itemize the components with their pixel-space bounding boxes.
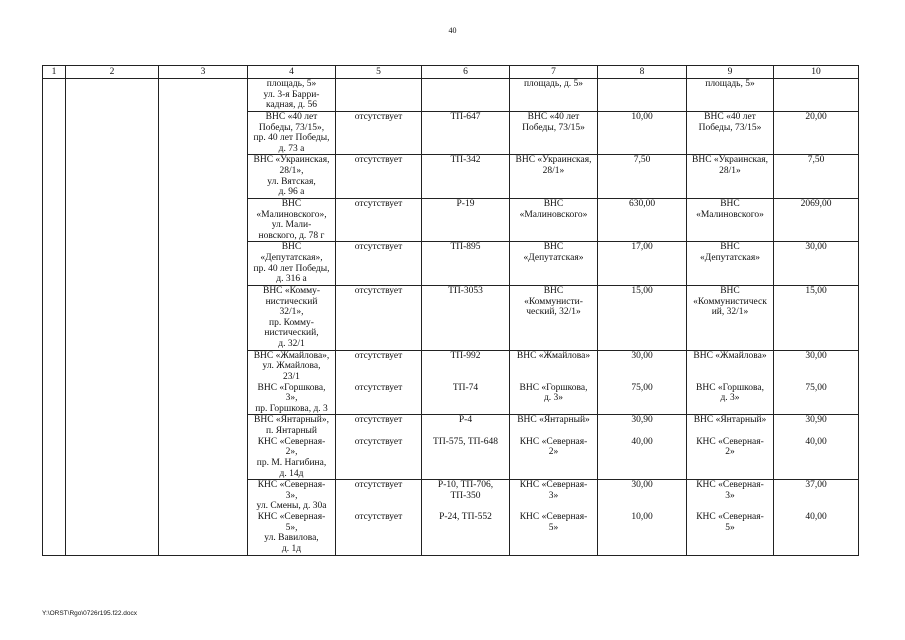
ownership-cell (336, 285, 422, 350)
facility-cell (687, 79, 774, 112)
cell-text-line: «Депутатская» (700, 253, 760, 263)
table-row (43, 198, 859, 242)
cell-text-line: «Депутатская» (523, 253, 584, 263)
cell-text-line: д. 96 а (278, 187, 305, 198)
cell-text-line: 15,00 (805, 285, 827, 296)
column-header: 1 (43, 66, 66, 79)
feeder-cell (422, 350, 510, 382)
cell-text-line: пр. Комму- (269, 317, 314, 328)
cell-text-line: «Малиновского» (519, 209, 588, 220)
facility-cell (510, 79, 598, 112)
load-cell (598, 155, 687, 199)
ownership-cell (336, 437, 422, 480)
ownership-cell (336, 242, 422, 286)
cell-text-line: пр. Горшкова, д. 3 (255, 403, 328, 414)
cell-text-line: Победы, 73/15» (522, 122, 585, 133)
object-name-cell (248, 155, 336, 199)
table-row (43, 383, 859, 415)
table-row (43, 79, 859, 112)
facility-cell (687, 242, 774, 286)
cell-text-line: отсутствует (354, 382, 403, 393)
capacity-cell (774, 437, 859, 480)
cell-text-line: ВНС «Украинская, (692, 155, 768, 166)
capacity-cell (774, 350, 859, 382)
cell-text-line: д. 14д (279, 468, 304, 479)
object-name-cell (248, 79, 336, 112)
feeder-cell (422, 111, 510, 155)
table-body (43, 79, 859, 556)
merged-column-cell (43, 480, 66, 512)
cell-text-line: нистический, (264, 328, 319, 339)
cell-text-line: ТП-350 (450, 490, 481, 501)
cell-text-line: ВНС (543, 242, 564, 253)
cell-text-line: 28/1» (542, 166, 565, 176)
cell-text-line: 30,90 (805, 415, 827, 426)
cell-text-line: пр. М. Нагибина, (256, 457, 327, 468)
feeder-cell (422, 155, 510, 199)
ownership-cell (336, 415, 422, 437)
table-row (43, 350, 859, 382)
cell-text-line: КНС «Северная- (519, 436, 588, 447)
cell-text-line: 5» (548, 522, 559, 533)
merged-column-cell (159, 480, 248, 512)
feeder-cell (422, 480, 510, 512)
feeder-cell (422, 242, 510, 286)
load-cell (598, 383, 687, 415)
cell-text-line: ТП-575, ТП-648 (433, 436, 498, 447)
page-number: 40 (448, 26, 457, 35)
capacity-cell (774, 285, 859, 350)
cell-text-line: 28/1» (719, 166, 741, 176)
cell-text-line: отсутствует (354, 436, 403, 447)
cell-text-line: ВНС (543, 198, 564, 209)
cell-text-line: отсутствует (354, 512, 403, 522)
cell-text-line: 7,50 (633, 155, 651, 166)
cell-text-line: ул. Мали- (271, 220, 312, 231)
cell-text-line: 3», (285, 393, 298, 404)
cell-text-line: отсутствует (354, 111, 403, 122)
ownership-cell (336, 480, 422, 512)
table-row (43, 480, 859, 512)
facility-cell (510, 350, 598, 382)
cell-text-line: ВНС «40 лет (704, 111, 756, 122)
ownership-cell (336, 512, 422, 555)
cell-text-line: ВНС (720, 198, 740, 209)
cell-text-line: ВНС «Горшкова, (696, 382, 764, 393)
cell-text-line: 30,00 (631, 480, 653, 491)
merged-column-cell (43, 512, 66, 555)
cell-text-line: ТП-74 (452, 382, 479, 393)
cell-text-line: ТП-3053 (448, 285, 483, 296)
cell-text-line: 40,00 (805, 436, 827, 447)
merged-column-cell (159, 242, 248, 286)
cell-text-line: ТП-895 (450, 242, 481, 253)
feeder-cell (422, 512, 510, 555)
capacity-cell (774, 242, 859, 286)
cell-text-line: д. 316 а (276, 274, 307, 285)
feeder-cell (422, 415, 510, 437)
merged-column-cell (43, 242, 66, 286)
cell-text-line: Р-24, ТП-552 (439, 512, 492, 522)
cell-text-line: 10,00 (631, 111, 653, 122)
merged-column-cell (43, 285, 66, 350)
cell-text-line: д. 32/1 (278, 339, 305, 349)
cell-text-line: 37,00 (805, 480, 827, 491)
ownership-cell (336, 111, 422, 155)
cell-text-line: ТП-647 (450, 111, 481, 122)
merged-column-cell (43, 437, 66, 480)
cell-text-line: КНС «Северная- (257, 436, 326, 447)
cell-text-line: КНС «Северная- (696, 480, 764, 491)
column-header: 5 (336, 66, 422, 79)
ownership-cell (336, 383, 422, 415)
facility-cell (687, 111, 774, 155)
merged-column-cell (66, 155, 159, 199)
cell-text-line: «Депутатская», (260, 253, 323, 263)
merged-column-cell (66, 242, 159, 286)
cell-text-line: 30,00 (805, 242, 827, 253)
cell-text-line: ВНС (543, 285, 564, 296)
feeder-cell (422, 198, 510, 242)
cell-text-line: ВНС «Горшкова, (257, 382, 326, 393)
cell-text-line: КНС «Северная- (257, 480, 326, 491)
merged-column-cell (66, 415, 159, 437)
merged-column-cell (66, 350, 159, 382)
cell-text-line: ВНС «40 лет (265, 111, 318, 122)
load-cell (598, 242, 687, 286)
merged-column-cell (159, 155, 248, 199)
facility-cell (510, 198, 598, 242)
table-row (43, 111, 859, 155)
cell-text-line: 2», (285, 447, 298, 458)
cell-text-line: 23/1 (283, 371, 300, 382)
cell-text-line: 17,00 (631, 242, 653, 253)
cell-text-line: ТП-992 (450, 350, 481, 361)
column-header: 4 (248, 66, 336, 79)
cell-text-line: отсутствует (354, 480, 403, 491)
cell-text-line: ул. Жмайлова, (262, 361, 321, 372)
merged-column-cell (159, 415, 248, 437)
facility-cell (510, 155, 598, 199)
merged-column-cell (159, 512, 248, 555)
cell-text-line: 7,50 (807, 155, 825, 166)
facility-cell (687, 480, 774, 512)
cell-text-line: ТП-342 (450, 155, 481, 166)
cell-text-line: ул. 3-я Барри- (263, 89, 320, 100)
table-row (43, 512, 859, 555)
cell-text-line: КНС «Северная- (519, 480, 588, 491)
feeder-cell (422, 437, 510, 480)
facility-cell (510, 415, 598, 437)
feeder-cell (422, 383, 510, 415)
merged-column-cell (66, 79, 159, 112)
cell-text-line: 30,00 (631, 350, 653, 361)
cell-text-line: ВНС «Янтарный», (254, 415, 329, 426)
cell-text-line: 3» (725, 490, 735, 501)
cell-text-line: 2» (548, 447, 559, 458)
facility-cell (687, 155, 774, 199)
merged-column-cell (159, 111, 248, 155)
cell-text-line: 30,00 (805, 350, 827, 361)
facility-cell (510, 383, 598, 415)
column-header: 2 (66, 66, 159, 79)
load-cell (598, 79, 687, 112)
cell-text-line: Победы, 73/15» (698, 122, 762, 133)
cell-text-line: 10,00 (631, 512, 653, 522)
merged-column-cell (43, 383, 66, 415)
table-row (43, 285, 859, 350)
cell-text-line: ВНС «Жмайлова» (516, 350, 591, 361)
cell-text-line: Р-10, ТП-706, (437, 480, 494, 491)
ownership-cell (336, 155, 422, 199)
cell-text-line: «Малиновского» (696, 209, 764, 220)
object-name-cell (248, 198, 336, 242)
object-name-cell (248, 512, 336, 555)
capacity-cell (774, 415, 859, 437)
load-cell (598, 437, 687, 480)
cell-text-line: ческий, 32/1» (526, 307, 581, 318)
cell-text-line: ВНС «Жмайлова», (253, 350, 330, 361)
cell-text-line: ВНС (281, 198, 302, 209)
cell-text-line: 75,00 (805, 382, 827, 393)
load-cell (598, 480, 687, 512)
cell-text-line: Р-4 (458, 415, 473, 426)
cell-text-line: Победы, 73/15», (258, 122, 325, 133)
object-name-cell (248, 242, 336, 286)
merged-column-cell (159, 198, 248, 242)
cell-text-line: КНС «Северная- (696, 512, 764, 522)
cell-text-line: 5» (725, 522, 735, 533)
cell-text-line: д. 73 а (278, 143, 305, 154)
table-row (43, 242, 859, 286)
cell-text-line: ул. Смены, д. 30а (256, 501, 327, 512)
object-name-cell (248, 480, 336, 512)
capacity-cell (774, 383, 859, 415)
merged-column-cell (43, 198, 66, 242)
cell-text-line: 30,90 (631, 415, 653, 426)
merged-column-cell (43, 350, 66, 382)
merged-column-cell (66, 198, 159, 242)
cell-text-line: ВНС (720, 285, 740, 296)
cell-text-line: КНС «Северная- (696, 436, 764, 447)
cell-text-line: д. 1д (281, 543, 302, 554)
facility-cell (510, 111, 598, 155)
data-table (42, 65, 859, 556)
column-header: 8 (598, 66, 687, 79)
column-header: 3 (159, 66, 248, 79)
table-row (43, 437, 859, 480)
column-number-row (43, 66, 859, 79)
cell-text-line: ВНС (720, 242, 740, 253)
cell-text-line: ий, 32/1» (711, 307, 749, 318)
cell-text-line: «Коммунисти- (524, 296, 583, 307)
cell-text-line: 15,00 (631, 285, 653, 296)
merged-column-cell (43, 415, 66, 437)
cell-text-line: 28/1», (279, 166, 304, 176)
merged-column-cell (66, 383, 159, 415)
cell-text-line: п. Янтарный (265, 426, 318, 436)
cell-text-line: отсутствует (354, 350, 403, 361)
object-name-cell (248, 350, 336, 382)
cell-text-line: ВНС «Украинская, (515, 155, 592, 166)
cell-text-line: отсутствует (354, 415, 403, 426)
cell-text-line: ул. Вятская, (267, 176, 316, 187)
facility-cell (510, 242, 598, 286)
capacity-cell (774, 198, 859, 242)
object-name-cell (248, 111, 336, 155)
cell-text-line: отсутствует (354, 285, 403, 296)
merged-column-cell (66, 480, 159, 512)
facility-cell (687, 512, 774, 555)
facility-cell (687, 285, 774, 350)
feeder-cell (422, 79, 510, 112)
facility-cell (687, 437, 774, 480)
cell-text-line: 2» (725, 447, 735, 458)
merged-column-cell (159, 285, 248, 350)
cell-text-line: 3», (285, 490, 298, 501)
facility-cell (687, 415, 774, 437)
cell-text-line: 2069,00 (800, 198, 832, 209)
facility-cell (510, 512, 598, 555)
load-cell (598, 285, 687, 350)
capacity-cell (774, 111, 859, 155)
cell-text-line: ВНС «Украинская, (253, 155, 330, 166)
cell-text-line: ВНС «Янтарный» (517, 415, 590, 426)
capacity-cell (774, 79, 859, 112)
cell-text-line: отсутствует (354, 155, 403, 166)
facility-cell (510, 437, 598, 480)
load-cell (598, 415, 687, 437)
column-header: 6 (422, 66, 510, 79)
cell-text-line: площадь, д. 5» (523, 79, 584, 89)
cell-text-line: «Малиновского», (256, 209, 327, 220)
facility-cell (687, 198, 774, 242)
cell-text-line: 20,00 (805, 111, 827, 122)
cell-text-line: 3» (548, 490, 559, 501)
object-name-cell (248, 415, 336, 437)
merged-column-cell (43, 155, 66, 199)
merged-column-cell (66, 437, 159, 480)
cell-text-line: 75,00 (631, 382, 653, 393)
cell-text-line: 40,00 (805, 512, 827, 522)
cell-text-line: кадная, д. 56 (265, 100, 318, 111)
cell-text-line: ВНС «Горшкова, (519, 382, 588, 393)
cell-text-line: пр. 40 лет Победы, (253, 133, 330, 144)
cell-text-line: КНС «Северная- (519, 512, 588, 522)
feeder-cell (422, 285, 510, 350)
cell-text-line: «Коммунистическ (693, 296, 767, 307)
object-name-cell (248, 285, 336, 350)
cell-text-line: ул. Вавилова, (264, 533, 319, 544)
capacity-cell (774, 512, 859, 555)
load-cell (598, 111, 687, 155)
capacity-cell (774, 480, 859, 512)
column-header: 9 (687, 66, 774, 79)
cell-text-line: КНС «Северная- (257, 512, 326, 522)
cell-text-line: ВНС «Жмайлова» (693, 350, 767, 361)
column-header: 7 (510, 66, 598, 79)
merged-column-cell (43, 111, 66, 155)
cell-text-line: 5», (285, 522, 298, 533)
table-row (43, 155, 859, 199)
table-row (43, 415, 859, 437)
cell-text-line: ВНС «Комму- (262, 285, 321, 296)
cell-text-line: нистический (265, 296, 318, 307)
footer-file-path: Y:\ORST\Rgo\0726r195.f22.docx (42, 610, 138, 617)
cell-text-line: новского, д. 78 г (258, 230, 325, 241)
object-name-cell (248, 383, 336, 415)
cell-text-line: площадь, 5» (705, 79, 755, 89)
facility-cell (510, 480, 598, 512)
cell-text-line: ВНС «40 лет (527, 111, 580, 122)
facility-cell (687, 383, 774, 415)
merged-column-cell (43, 79, 66, 112)
facility-cell (687, 350, 774, 382)
ownership-cell (336, 79, 422, 112)
merged-column-cell (66, 285, 159, 350)
capacity-cell (774, 155, 859, 199)
merged-column-cell (66, 111, 159, 155)
merged-column-cell (159, 383, 248, 415)
cell-text-line: пр. 40 лет Победы, (253, 263, 330, 274)
cell-text-line: ВНС «Янтарный» (693, 415, 767, 426)
load-cell (598, 512, 687, 555)
cell-text-line: ВНС (281, 242, 302, 253)
column-header: 10 (774, 66, 859, 79)
load-cell (598, 198, 687, 242)
merged-column-cell (159, 79, 248, 112)
cell-text-line: 630,00 (628, 198, 656, 209)
cell-text-line: отсутствует (354, 242, 403, 253)
cell-text-line: д. 3» (543, 393, 564, 404)
cell-text-line: площадь, 5» (266, 79, 317, 89)
cell-text-line: отсутствует (354, 198, 403, 209)
ownership-cell (336, 350, 422, 382)
merged-column-cell (66, 512, 159, 555)
object-name-cell (248, 437, 336, 480)
cell-text-line: 32/1», (279, 307, 304, 318)
merged-column-cell (159, 437, 248, 480)
load-cell (598, 350, 687, 382)
ownership-cell (336, 198, 422, 242)
cell-text-line: 40,00 (631, 436, 653, 447)
cell-text-line: Р-19 (456, 198, 475, 209)
cell-text-line: д. 3» (720, 393, 740, 404)
facility-cell (510, 285, 598, 350)
merged-column-cell (159, 350, 248, 382)
